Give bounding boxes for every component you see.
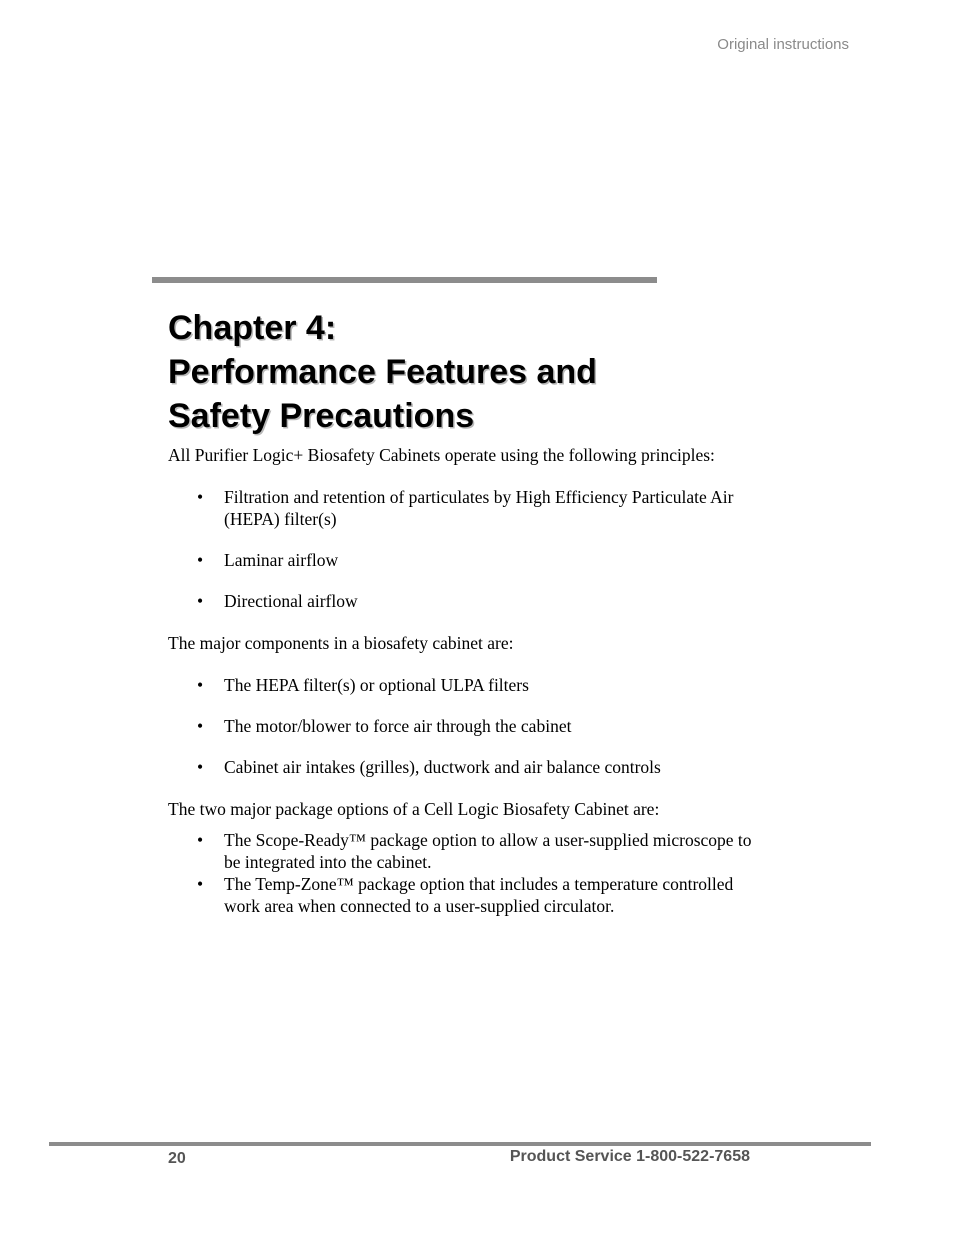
chapter-title xyxy=(168,306,597,438)
bullet-icon: • xyxy=(197,716,204,736)
chapter-title-line: Chapter 4: xyxy=(168,309,337,347)
list-item xyxy=(168,549,768,571)
options-paragraph: The two major package options of a Cell Logic Biosafety Cabinet are: xyxy=(168,799,660,819)
list-item xyxy=(168,829,768,873)
list-item xyxy=(168,873,768,917)
list-item-text: Directional airflow xyxy=(224,591,358,611)
chapter-title-line: Safety Precautions xyxy=(168,397,475,435)
list-item-text: Laminar airflow xyxy=(224,550,339,570)
chapter-body xyxy=(168,444,768,917)
bullet-icon: • xyxy=(197,550,204,570)
principles-list xyxy=(168,486,768,612)
page-number: 20 xyxy=(168,1150,186,1167)
list-item-text: The Temp-Zone™ package option that includes a temperature controlled work area when connected to a user-supplied circulator. xyxy=(224,874,734,916)
header-note: Original instructions xyxy=(717,36,849,53)
bullet-icon: • xyxy=(197,487,204,507)
list-item xyxy=(168,674,768,696)
components-list xyxy=(168,674,768,778)
components-paragraph: The major components in a biosafety cabinet are: xyxy=(168,633,514,653)
options-list xyxy=(168,829,768,917)
list-item-text: Filtration and retention of particulates by High Efficiency Particulate Air (HEPA) filter(s) xyxy=(224,487,734,529)
bullet-icon: • xyxy=(197,675,204,695)
list-item-text: The HEPA filter(s) or optional ULPA filters xyxy=(224,675,529,695)
chapter-title-line: Performance Features and xyxy=(168,353,597,391)
list-item-text: The motor/blower to force air through the cabinet xyxy=(224,716,572,736)
footer-divider xyxy=(49,1142,871,1146)
list-item xyxy=(168,756,768,778)
bullet-icon: • xyxy=(197,874,204,894)
bullet-icon: • xyxy=(197,591,204,611)
list-item-text: Cabinet air intakes (grilles), ductwork and air balance controls xyxy=(224,757,661,777)
chapter-divider xyxy=(152,277,657,283)
list-item xyxy=(168,486,768,530)
product-service-contact: Product Service 1-800-522-7658 xyxy=(509,1148,750,1165)
intro-paragraph: All Purifier Logic+ Biosafety Cabinets operate using the following principles: xyxy=(168,445,715,465)
list-item xyxy=(168,715,768,737)
bullet-icon: • xyxy=(197,830,204,850)
list-item xyxy=(168,590,768,612)
bullet-icon: • xyxy=(197,757,204,777)
list-item-text: The Scope-Ready™ package option to allow a user-supplied microscope to be integrated into the cabinet. xyxy=(224,830,752,872)
